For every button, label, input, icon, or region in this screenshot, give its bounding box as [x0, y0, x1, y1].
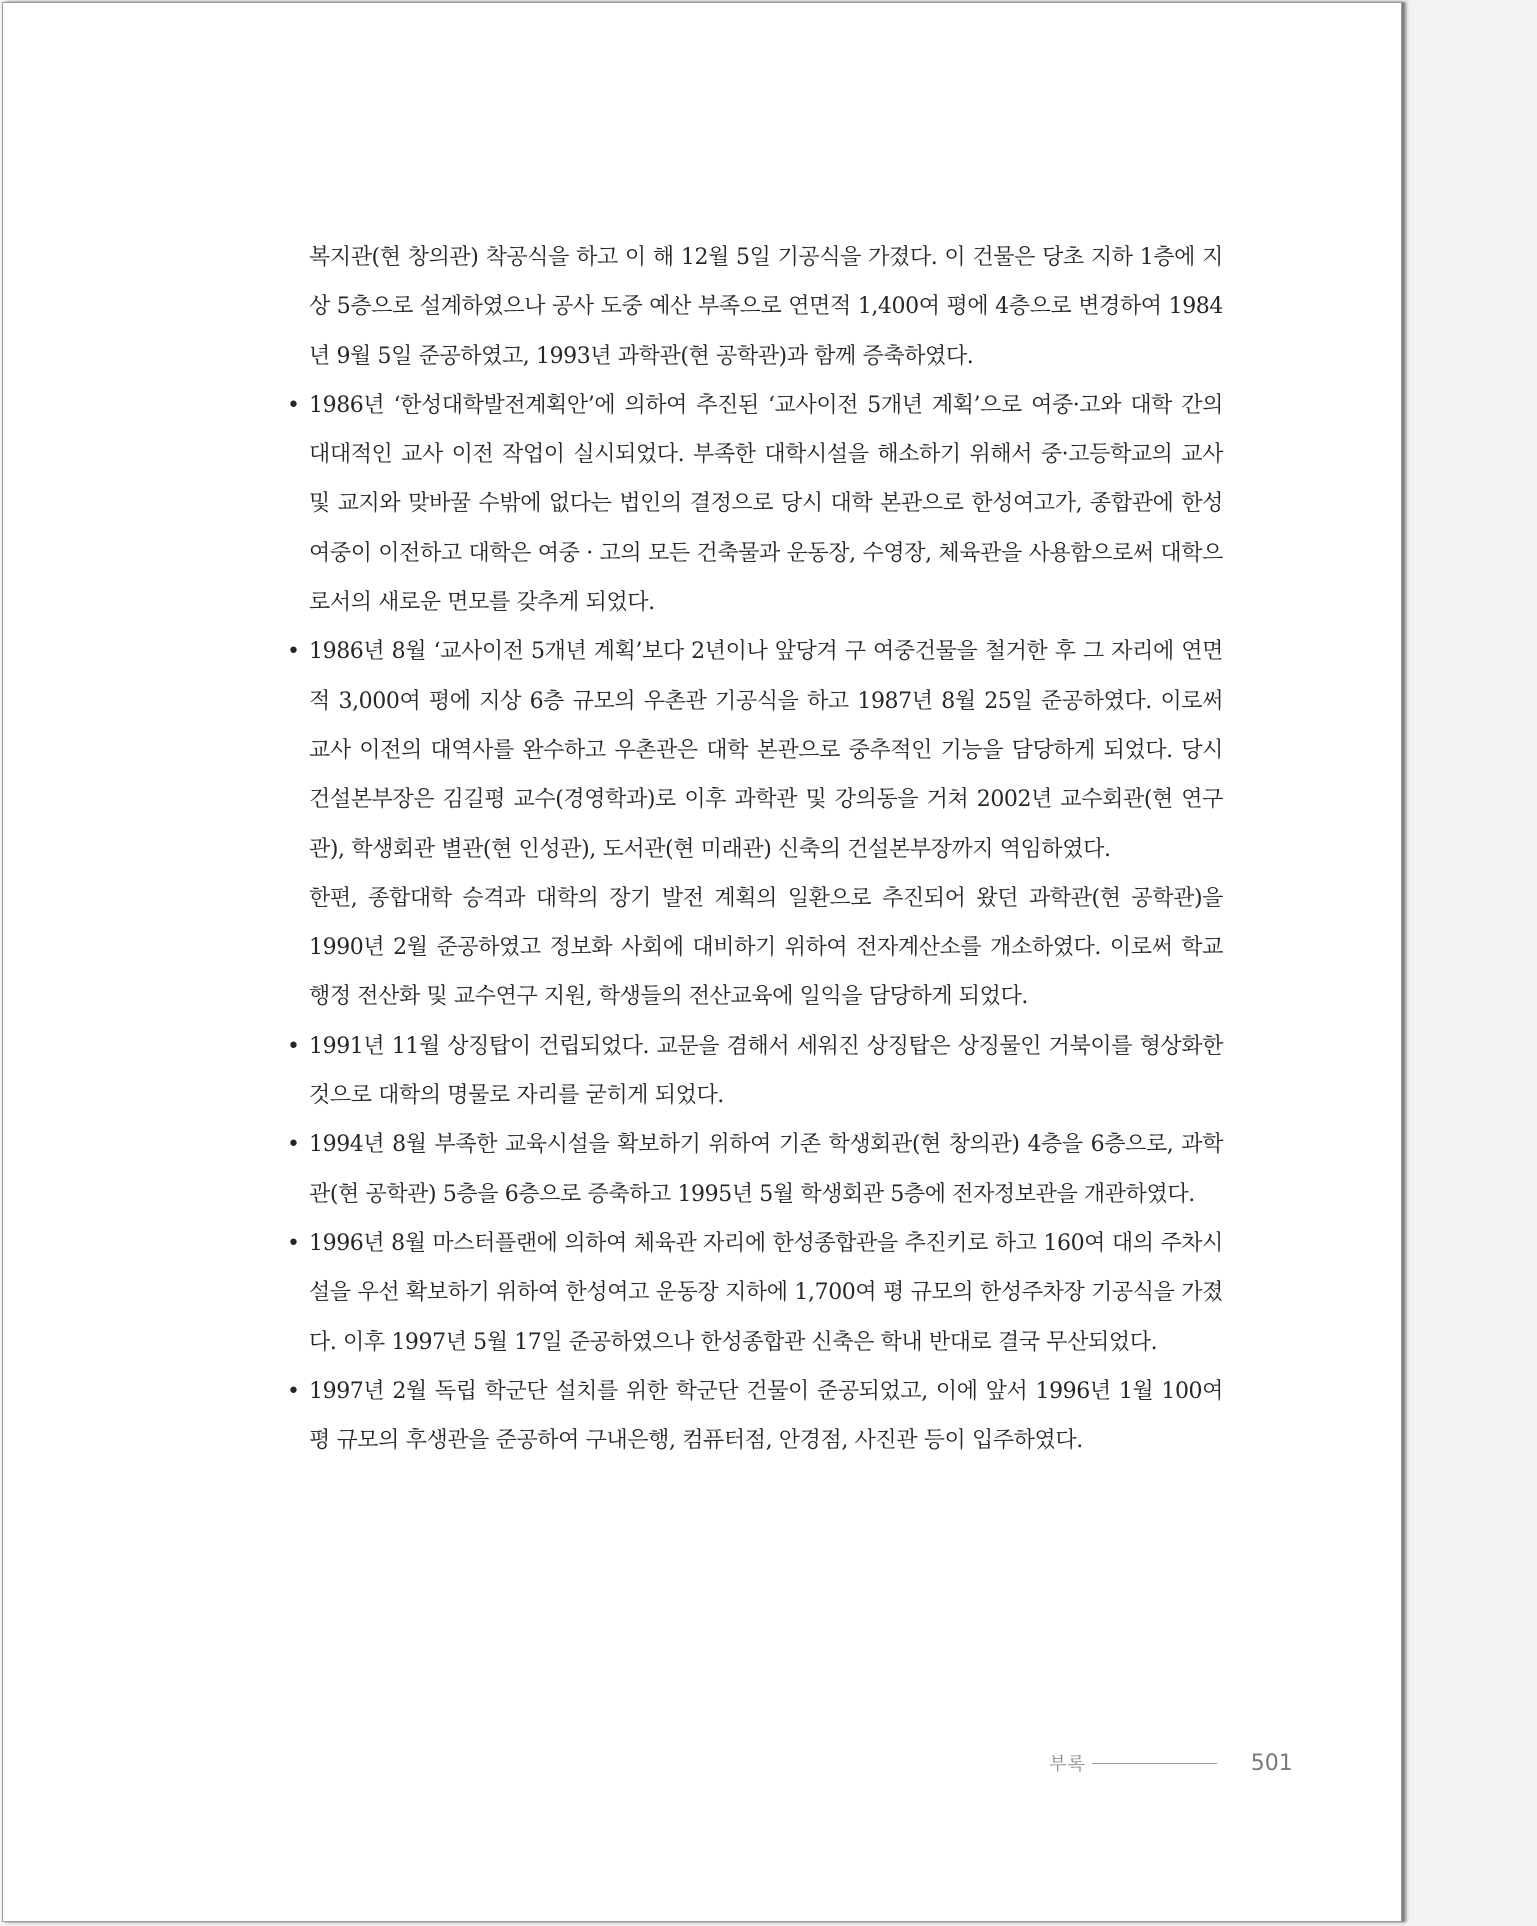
- bullet-icon: •: [287, 639, 300, 665]
- footer-rule: [1092, 1763, 1217, 1764]
- page-footer: [1049, 1750, 1293, 1776]
- list-item: [279, 1367, 1223, 1466]
- list-item: [279, 627, 1223, 873]
- bullet-icon: •: [287, 1132, 300, 1158]
- continuation-paragraph: 한편, 종합대학 승격과 대학의 장기 발전 계획의 일환으로 추진되어 왔던 과학관(현 공학관)을 1990년 2월 준공하였고 정보화 사회에 대비하기 위하여 전자계산소를 개소하였다. 이로써 학교 행정 전산화 및 교수연구 지원, 학생들의 전산교육에 일익을 담당하게 되었다.: [309, 885, 1223, 1010]
- list-item-text: 1986년 ‘한성대학발전계획안’에 의하여 추진된 ‘교사이전 5개년 계획’으로 여중·고와 대학 간의 대대적인 교사 이전 작업이 실시되었다. 부족한 대학시설을 해소하기 위해서 중·고등학교의 교사 및 교지와 맞바꿀 수밖에 없다는 법인의 결정으로 당시 대학 본관으로 한성여고가, 종합관에 한성여중이 이전하고 대학은 여중 · 고의 모든 건축물과 운동장, 수영장, 체육관을 사용함으로써 대학으로서의 새로운 면모를 갖추게 되었다.: [309, 392, 1223, 616]
- bullet-icon: •: [287, 1033, 300, 1059]
- intro-paragraph: 복지관(현 창의관) 착공식을 하고 이 해 12월 5일 기공식을 가졌다. 이 건물은 당초 지하 1층에 지상 5층으로 설계하였으나 공사 도중 예산 부족으로 연면적 1,400여 평에 4층으로 변경하여 1984년 9월 5일 준공하였고, 1993년 과학관(현 공학관)과 함께 증축하였다.: [309, 245, 1223, 369]
- list-item: [279, 1022, 1223, 1121]
- list-item: [279, 1219, 1223, 1367]
- list-item-text: 1991년 11월 상징탑이 건립되었다. 교문을 겸해서 세워진 상징탑은 상징물인 거북이를 형상화한 것으로 대학의 명물로 자리를 굳히게 되었다.: [309, 1033, 1223, 1109]
- bullet-icon: •: [287, 1230, 300, 1256]
- section-label: 부록: [1049, 1754, 1086, 1775]
- list-item-text: 1996년 8월 마스터플랜에 의하여 체육관 자리에 한성종합관을 추진키로 하고 160여 대의 주차시설을 우선 확보하기 위하여 한성여고 운동장 지하에 1,700여 평 규모의 한성주차장 기공식을 가졌다. 이후 1997년 5월 17일 준공하였으나 한성종합관 신축은 학내 반대로 결국 무산되었다.: [309, 1230, 1223, 1355]
- list-item-text: 1986년 8월 ‘교사이전 5개년 계획’보다 2년이나 앞당겨 구 여중건물을 철거한 후 그 자리에 연면적 3,000여 평에 지상 6층 규모의 우촌관 기공식을 하고 1987년 8월 25일 준공하였다. 이로써 교사 이전의 대역사를 완수하고 우촌관은 대학 본관으로 중추적인 기능을 담당하게 되었다. 당시 건설본부장은 김길평 교수(경영학과)로 이후 과학관 및 강의동을 거쳐 2002년 교수회관(현 연구관), 학생회관 별관(현 인성관), 도서관(현 미래관) 신축의 건설본부장까지 역임하였다.: [309, 639, 1223, 862]
- document-page: [2, 2, 1402, 1922]
- list-item-text: 1994년 8월 부족한 교육시설을 확보하기 위하여 기존 학생회관(현 창의관) 4층을 6층으로, 과학관(현 공학관) 5층을 6층으로 증축하고 1995년 5월 학생회관 5층에 전자정보관을 개관하였다.: [309, 1132, 1223, 1207]
- page-number: 501: [1250, 1750, 1293, 1776]
- page-body: [279, 233, 1223, 1465]
- bullet-icon: •: [287, 1378, 300, 1404]
- list-item-text: 1997년 2월 독립 학군단 설치를 위한 학군단 건물이 준공되었고, 이에 앞서 1996년 1월 100여 평 규모의 후생관을 준공하여 구내은행, 컴퓨터점, 안경점, 사진관 등이 입주하였다.: [309, 1378, 1223, 1454]
- bullet-icon: •: [287, 392, 300, 418]
- list-item: [279, 1120, 1223, 1219]
- list-item: [279, 381, 1223, 627]
